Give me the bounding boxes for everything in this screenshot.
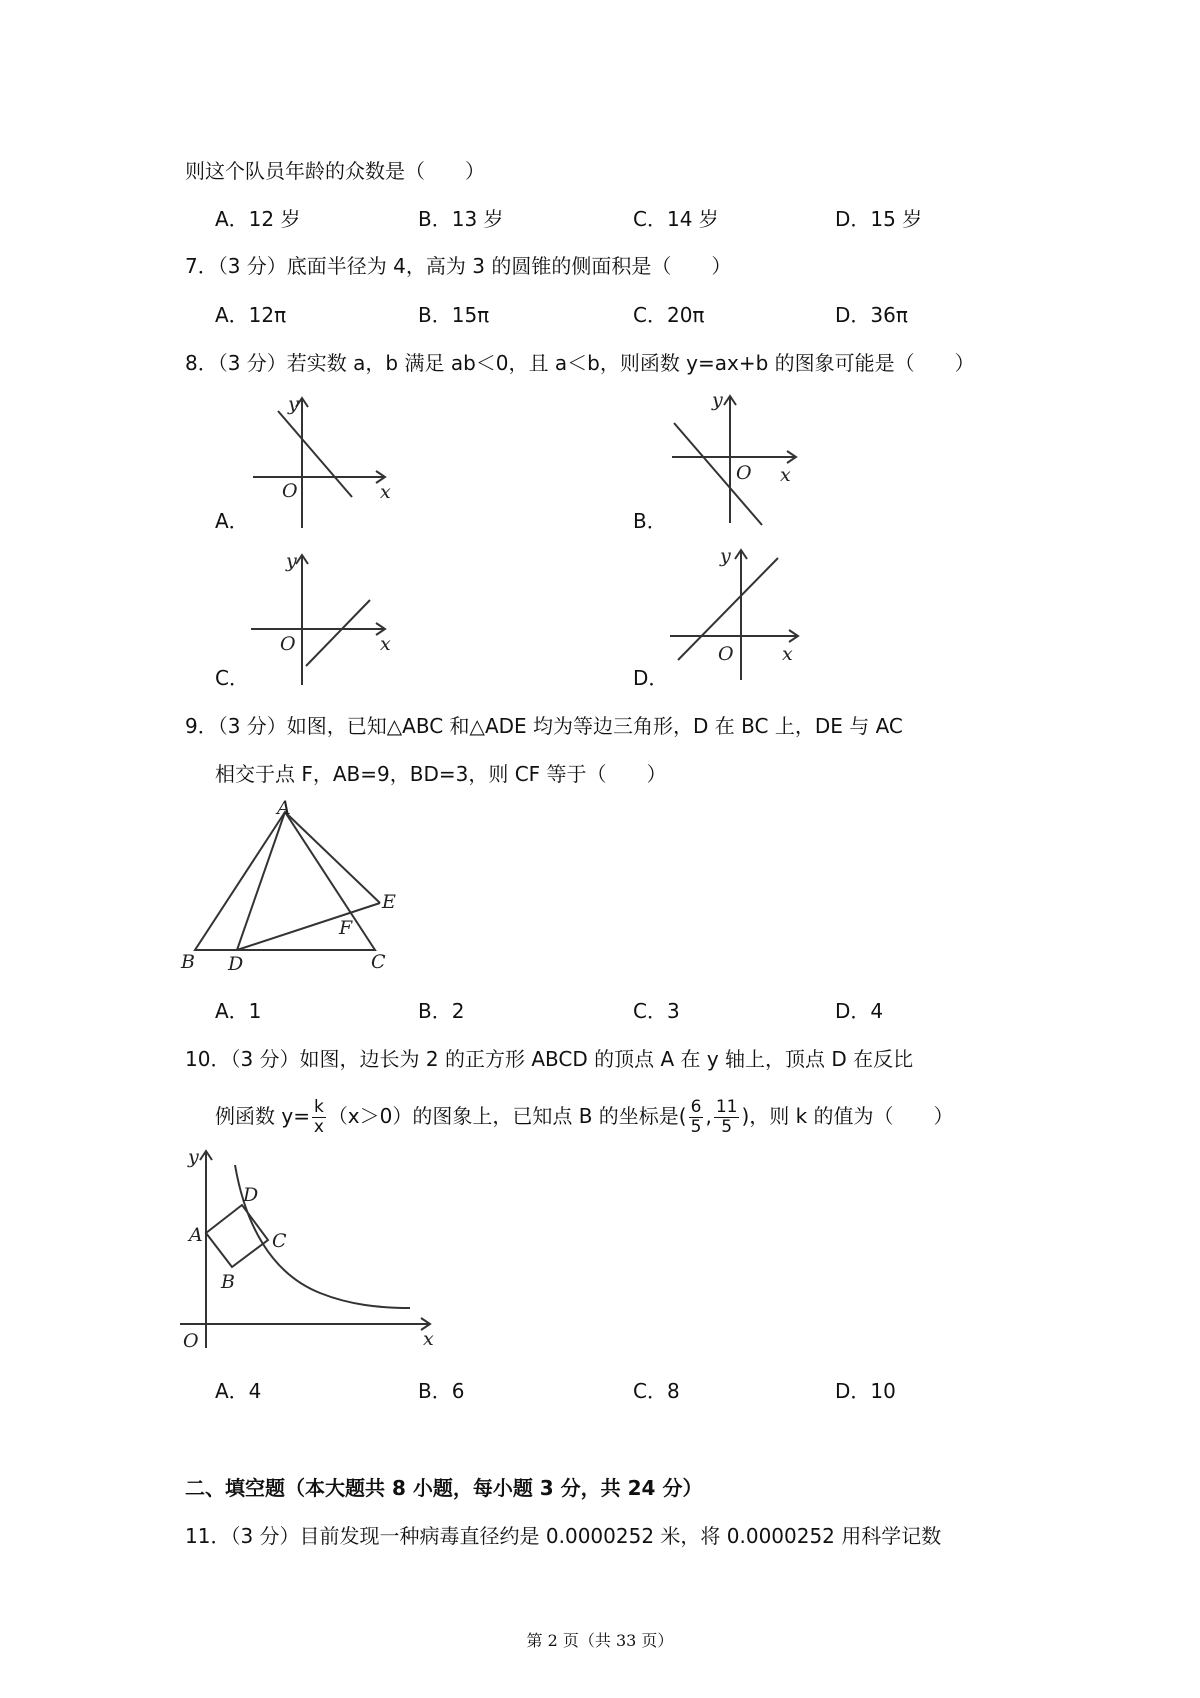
q10-text-b: （x＞0）的图象上，已知点 B 的坐标是( [327, 1104, 687, 1128]
axis-y-label: y [286, 550, 297, 572]
label-y: y [188, 1146, 199, 1168]
fraction-numerator: k [313, 1097, 324, 1117]
q8-option-a: A． [215, 509, 249, 533]
q10-square-hyperbola-figure [175, 1143, 435, 1353]
fraction-numerator: 6 [690, 1097, 702, 1117]
q10-option-b: B．6 [418, 1379, 465, 1403]
q10-option-a: A．4 [215, 1379, 262, 1403]
origin-label: O [280, 633, 296, 655]
fraction-6-5 [689, 1098, 704, 1137]
q7-option-d: D．36π [835, 303, 908, 327]
q7-stem: 7．（3 分）底面半径为 4，高为 3 的圆锥的侧面积是（ ） [185, 254, 732, 278]
q7-option-a: A．12π [215, 303, 287, 327]
q6-option-b: B．13 岁 [418, 207, 504, 231]
fraction-denominator: x [313, 1117, 324, 1137]
fraction-denominator: 5 [690, 1117, 702, 1137]
axis-x-label: x [380, 633, 391, 655]
label-f: F [339, 917, 353, 939]
label-c: C [272, 1230, 287, 1252]
page-footer: 第 2 页（共 33 页） [526, 1631, 674, 1650]
q10-text-c: )，则 k 的值为（ ） [741, 1104, 954, 1128]
q8-graph-a [240, 393, 400, 533]
origin-label: O [282, 480, 298, 502]
axis-x-label: x [380, 481, 391, 503]
origin-label: O [718, 643, 734, 665]
axis-x-label: x [780, 464, 791, 486]
label-o: O [183, 1330, 199, 1352]
fraction-denominator: 5 [721, 1117, 733, 1137]
q9-stem-line1: 9．（3 分）如图，已知△ABC 和△ADE 均为等边三角形，D 在 BC 上，DE 与 AC [185, 714, 903, 738]
q9-stem-line2: 相交于点 F，AB=9，BD=3，则 CF 等于（ ） [215, 762, 667, 786]
q10-stem-line1: 10．（3 分）如图，边长为 2 的正方形 ABCD 的顶点 A 在 y 轴上，顶点 D 在反比 [185, 1047, 914, 1071]
q9-option-a: A．1 [215, 999, 262, 1023]
axis-y-label: y [288, 393, 299, 415]
comma: , [705, 1104, 712, 1128]
q10-stem-line2 [215, 1098, 954, 1137]
q8-graph-c [240, 550, 400, 690]
q8-option-d: D． [633, 666, 669, 690]
label-x: x [423, 1328, 434, 1350]
section-heading: 二、填空题（本大题共 8 小题，每小题 3 分，共 24 分） [185, 1476, 703, 1500]
fraction-11-5 [714, 1098, 740, 1137]
label-e: E [382, 891, 396, 913]
q8-option-c: C． [215, 666, 249, 690]
q10-option-c: C．8 [633, 1379, 680, 1403]
q9-option-c: C．3 [633, 999, 680, 1023]
q10-text-a: 例函数 y= [215, 1104, 310, 1128]
fraction-numerator: 11 [715, 1097, 738, 1117]
q8-graph-b [668, 393, 828, 533]
label-b: B [181, 951, 195, 973]
q6-stem: 则这个队员年龄的众数是（ ） [185, 159, 485, 183]
origin-label: O [736, 462, 752, 484]
q9-option-d: D．4 [835, 999, 884, 1023]
q11-stem: 11．（3 分）目前发现一种病毒直径约是 0.0000252 米，将 0.0000252 用科学记数 [185, 1524, 942, 1548]
q9-option-b: B．2 [418, 999, 465, 1023]
axis-x-label: x [782, 643, 793, 665]
q7-option-c: C．20π [633, 303, 705, 327]
q10-option-d: D．10 [835, 1379, 896, 1403]
label-d: D [228, 953, 244, 975]
q8-stem: 8．（3 分）若实数 a，b 满足 ab＜0，且 a＜b，则函数 y=ax+b 的图象可能是（ ） [185, 351, 975, 375]
label-c: C [371, 951, 386, 973]
label-a: A [277, 800, 291, 819]
label-a: A [189, 1224, 203, 1246]
q6-option-a: A．12 岁 [215, 207, 301, 231]
q6-option-c: C．14 岁 [633, 207, 719, 231]
q8-graph-d [668, 548, 828, 688]
label-d: D [243, 1184, 259, 1206]
axis-y-label: y [720, 548, 731, 567]
axis-y-label: y [712, 393, 723, 411]
q8-option-b: B． [633, 509, 667, 533]
q6-option-d: D．15 岁 [835, 207, 923, 231]
fraction-k-over-x [312, 1098, 326, 1137]
q7-option-b: B．15π [418, 303, 490, 327]
label-b: B [221, 1271, 235, 1293]
q9-triangle-figure [175, 800, 415, 980]
